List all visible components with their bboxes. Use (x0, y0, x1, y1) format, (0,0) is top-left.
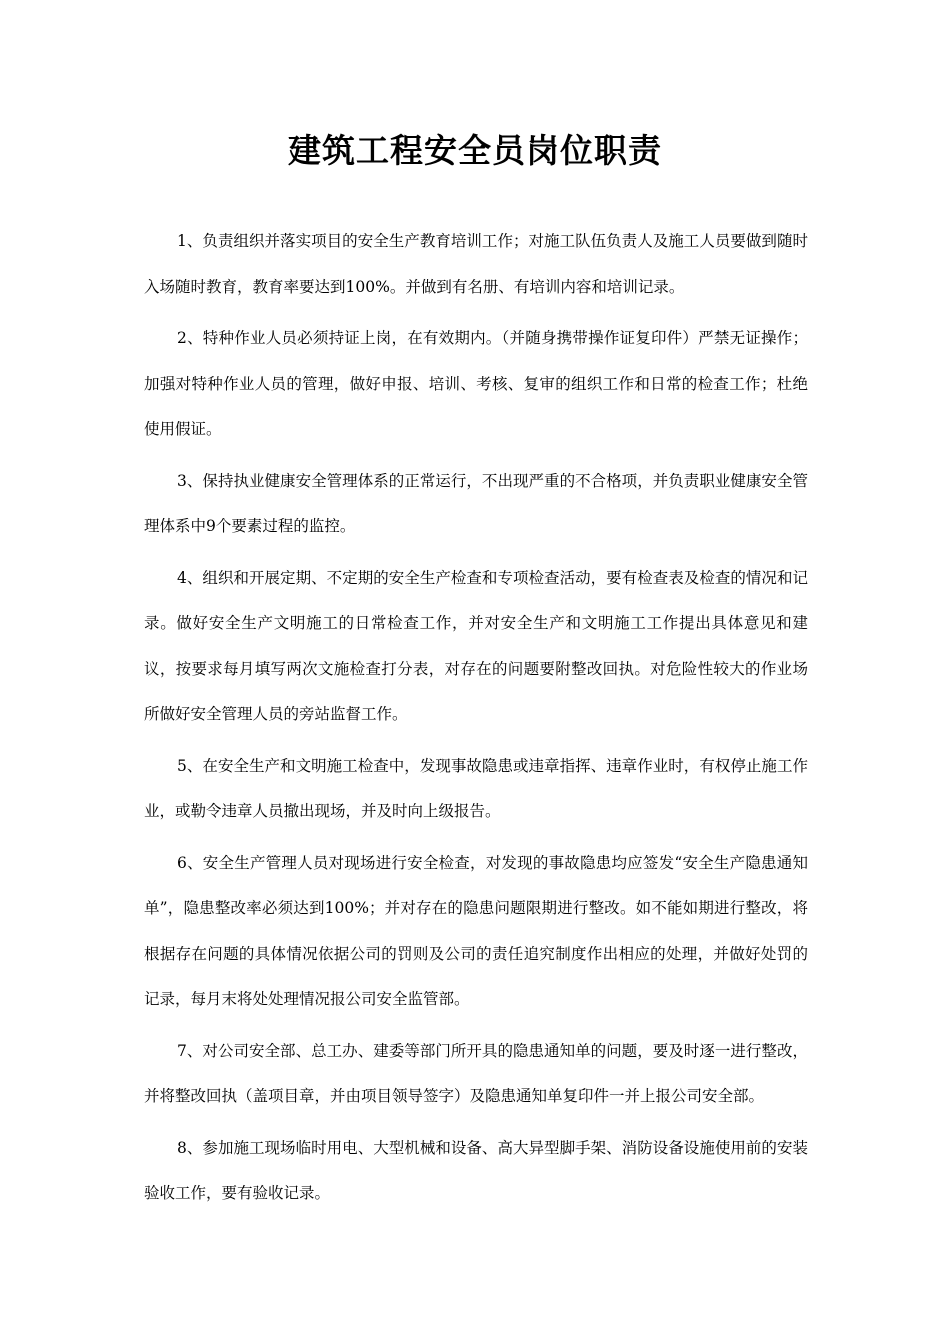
paragraph-3: 3、保持执业健康安全管理体系的正常运行，不出现严重的不合格项，并负责职业健康安全管理体系中9个要素过程的监控。 (144, 471, 808, 535)
paragraph-1: 1、负责组织并落实项目的安全生产教育培训工作；对施工队伍负责人及施工人员要做到随时入场随时教育，教育率要达到100%。并做到有名册、有培训内容和培训记录。 (144, 232, 808, 296)
paragraph-2: 2、特种作业人员必须持证上岗，在有效期内。（并随身携带操作证复印件）严禁无证操作；加强对特种作业人员的管理，做好申报、培训、考核、复审的组织工作和日常的检查工作；杜绝使用假证。 (144, 329, 808, 438)
document-body (144, 219, 808, 1223)
paragraph-4: 4、组织和开展定期、不定期的安全生产检查和专项检查活动，要有检查表及检查的情况和记录。做好安全生产文明施工的日常检查工作，并对安全生产和文明施工工作提出具体意见和建议，按要求每月填写两次文施检查打分表，对存在的问题要附整改回执。对危险性较大的作业场所做好安全管理人员的旁站监督工作。 (144, 568, 808, 723)
paragraph-7: 7、对公司安全部、总工办、建委等部门所开具的隐患通知单的问题，要及时逐一进行整改，并将整改回执（盖项目章，并由项目领导签字）及隐患通知单复印件一并上报公司安全部。 (144, 1041, 808, 1105)
paragraph-8: 8、参加施工现场临时用电、大型机械和设备、高大异型脚手架、消防设备设施使用前的安装验收工作，要有验收记录。 (144, 1138, 808, 1202)
document-title: 建筑工程安全员岗位职责 (288, 131, 662, 170)
paragraph-5: 5、在安全生产和文明施工检查中，发现事故隐患或违章指挥、违章作业时，有权停止施工作业，或勒令违章人员撤出现场，并及时向上级报告。 (144, 756, 808, 820)
paragraph-6: 6、安全生产管理人员对现场进行安全检查，对发现的事故隐患均应签发“安全生产隐患通知单”，隐患整改率必须达到100%；并对存在的隐患问题限期进行整改。如不能如期进行整改，将根据存在问题的具体情况依据公司的罚则及公司的责任追究制度作出相应的处理，并做好处罚的记录，每月末将处处理情况报公司安全监管部。 (144, 853, 808, 1008)
